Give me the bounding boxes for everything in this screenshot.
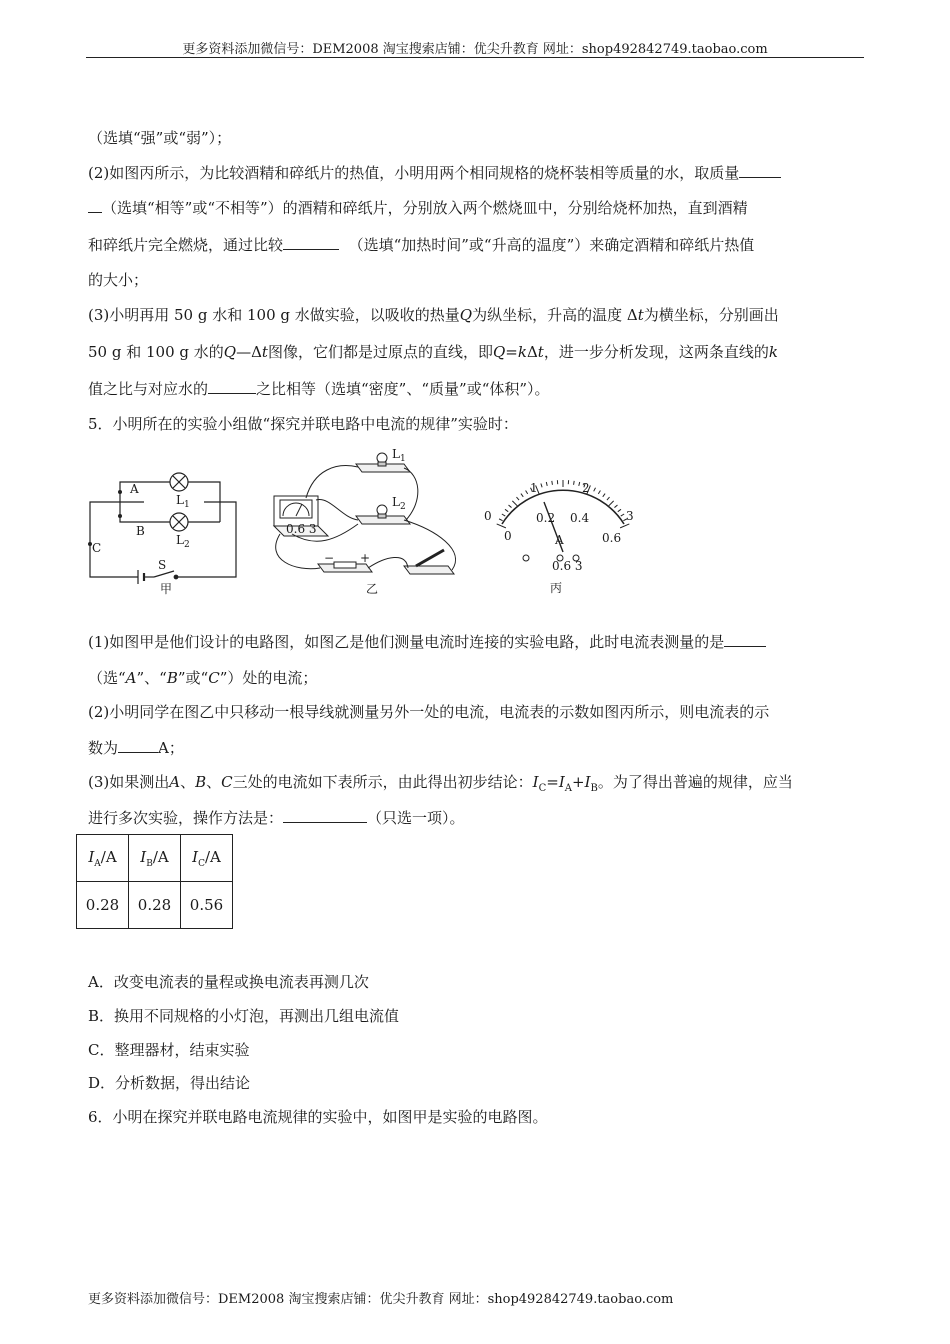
- text-span: (3)如果测出: [88, 773, 170, 791]
- terminal-labels: 0.6 3: [552, 559, 583, 573]
- dial-tick: [607, 497, 610, 500]
- dial-tick: [497, 524, 506, 528]
- dial-tick: [509, 505, 512, 508]
- table-header-row: [77, 835, 233, 882]
- table-row: [77, 882, 233, 929]
- page-footer: 更多资料添加微信号：DEM2008 淘宝搜索店铺：优尖升教育 网址：shop492842749.taobao.com: [88, 1292, 674, 1307]
- wire: [368, 557, 408, 568]
- dial-tick: [505, 509, 508, 511]
- text-span: 值之比与对应水的: [88, 380, 209, 398]
- bottom-tick-label: 0: [504, 529, 512, 543]
- wire: [306, 466, 358, 498]
- unit-label: A: [555, 533, 564, 547]
- dial-tick: [546, 482, 547, 486]
- text-line: [88, 198, 748, 218]
- text-span: (1)如图甲是他们设计的电路图，如图乙是他们测量电流时连接的实验电路，此时电流表测量的是: [88, 633, 725, 651]
- text-span: 、: [180, 773, 196, 791]
- dial-tick: [512, 501, 517, 506]
- var-a: A: [125, 669, 137, 687]
- option-c: C．整理器材，结束实验: [88, 1041, 250, 1059]
- point-b: [118, 514, 122, 518]
- text-span: (2)如图丙所示，为比较酒精和碎纸片的热值，小明用两个相同规格的烧杯装相等质量的水，取质量: [88, 164, 740, 182]
- text-span: （只选一项）。: [367, 809, 465, 827]
- label-l2: [176, 533, 190, 550]
- dial-tick: [603, 494, 605, 497]
- dial-tick: [541, 483, 542, 487]
- unit: /A: [204, 847, 221, 866]
- wire: [120, 482, 170, 502]
- answer-blank[interactable]: [118, 738, 158, 753]
- option-d: D．分析数据，得出结论: [88, 1074, 251, 1092]
- l2-letter: L: [176, 533, 184, 547]
- var-b: B: [166, 669, 178, 687]
- text-span: ”、“: [136, 669, 167, 687]
- battery-cell: [334, 562, 356, 568]
- l2-letter: L: [392, 495, 400, 509]
- l1-sub: 1: [399, 454, 406, 464]
- label-c: C: [92, 541, 102, 555]
- wire: [120, 502, 170, 522]
- option-b: B．换用不同规格的小灯泡，再测出几组电流值: [88, 1007, 400, 1025]
- top-tick-label: 0: [484, 509, 492, 523]
- wire: [404, 468, 418, 520]
- caption-jia: 甲: [160, 582, 173, 596]
- text-span: 为纵坐标，升高的温度 Δ: [472, 306, 638, 324]
- caption-yi: 乙: [366, 582, 379, 596]
- dial-tick: [614, 505, 617, 508]
- top-tick-label: 3: [626, 509, 634, 523]
- var-k: k: [517, 343, 527, 361]
- text-line: [88, 379, 550, 399]
- text-line: [88, 808, 465, 828]
- text-span: （选填“加热时间”或“升高的温度”）来确定酒精和碎纸片热值: [348, 236, 755, 254]
- var-q: Q: [492, 343, 506, 361]
- switch-lever: [416, 550, 444, 566]
- terminal-neg: [523, 555, 529, 561]
- text-line: [88, 342, 778, 362]
- text-line: [88, 235, 754, 255]
- battery-plus: +: [360, 551, 371, 565]
- subscript: A: [94, 858, 101, 869]
- var-i: I: [88, 847, 95, 866]
- figure-jia-circuit: [84, 440, 244, 600]
- l2-sub: 2: [399, 502, 406, 512]
- dial-tick: [609, 501, 614, 506]
- text-line: (2)小明同学在图乙中只移动一根导线就测量另外一处的电流，电流表的示数如图丙所示，则电流表的示: [88, 703, 770, 721]
- text-span: ”或“: [177, 669, 209, 687]
- text-span: （选“: [88, 669, 126, 687]
- bottom-tick-label: 0.4: [570, 511, 590, 525]
- question-5-title: 5．小明所在的实验小组做“探究并联电路中电流的规律”实验时：: [88, 415, 518, 433]
- text-span: 数为: [88, 739, 119, 757]
- wire: [316, 500, 358, 520]
- dial-tick: [621, 514, 624, 516]
- var-t: t: [537, 343, 544, 361]
- header-rule: [86, 57, 864, 58]
- answer-blank[interactable]: [724, 632, 766, 647]
- dial-tick: [594, 488, 596, 492]
- text-span: +: [572, 773, 585, 791]
- text-span: Δ: [526, 343, 538, 361]
- text-span: （选填“相等”或“不相等”）的酒精和碎纸片，分别放入两个燃烧皿中，分别给烧杯加热，直到酒精: [102, 199, 748, 217]
- text-span: 和碎纸片完全燃烧，通过比较: [88, 236, 284, 254]
- subscript: B: [590, 783, 598, 794]
- caption-bing: 丙: [550, 581, 563, 595]
- text-span: 之比相等（选填“密度”、“质量”或“体积”）。: [256, 380, 550, 398]
- dial-tick: [526, 490, 528, 493]
- dial-tick: [499, 519, 503, 521]
- text-line: [88, 163, 781, 183]
- text-span: (3)小明再用 50 g 水和 100 g 水做实验，以吸收的热量: [88, 306, 460, 324]
- var-b: B: [195, 773, 207, 791]
- page-header: 更多资料添加微信号：DEM2008 淘宝搜索店铺：优尖升教育 网址：shop492842749.taobao.com: [182, 42, 768, 57]
- table-cell: 0.28: [129, 882, 181, 929]
- var-q: Q: [223, 343, 237, 361]
- label-a: A: [130, 482, 139, 496]
- text-span: ”）处的电流；: [219, 669, 318, 687]
- answer-blank[interactable]: [283, 808, 367, 823]
- unit: /A: [152, 847, 169, 866]
- table-header-cell: [181, 835, 233, 882]
- point-a: [118, 490, 122, 494]
- l2-sub: 2: [183, 540, 190, 550]
- var-a: A: [169, 773, 181, 791]
- switch-base: [404, 566, 454, 574]
- var-q: Q: [459, 306, 473, 324]
- text-span: 进行多次实验，操作方法是：: [88, 809, 284, 827]
- answer-blank[interactable]: [283, 235, 339, 250]
- l1-sub: 1: [183, 500, 190, 510]
- dial-tick: [620, 524, 629, 528]
- var-i: I: [584, 773, 591, 791]
- top-tick-label: 2: [582, 481, 590, 495]
- figure-yi-apparatus: [256, 440, 468, 600]
- dial-tick: [579, 482, 580, 486]
- text-span: =: [546, 773, 559, 791]
- text-span: 为横坐标，分别画出: [643, 306, 779, 324]
- label-l1: [176, 493, 190, 510]
- top-tick-label: 1: [530, 481, 538, 495]
- subscript: B: [146, 858, 153, 869]
- label-l1: [392, 447, 406, 464]
- table-header-cell: [77, 835, 129, 882]
- battery-minus: −: [324, 551, 335, 565]
- bottom-tick-label: 0.6: [602, 531, 622, 545]
- dial-arc: [502, 490, 624, 524]
- table-header-cell: [129, 835, 181, 882]
- var-c: C: [208, 669, 220, 687]
- wire: [90, 502, 144, 577]
- var-t: t: [637, 306, 644, 324]
- var-i: I: [140, 847, 147, 866]
- answer-blank[interactable]: [208, 379, 256, 394]
- dial-tick: [521, 494, 523, 497]
- text-span: —Δ: [236, 343, 262, 361]
- var-t: t: [261, 343, 268, 361]
- option-a: A．改变电流表的量程或换电流表再测几次: [88, 973, 369, 991]
- l1-letter: L: [392, 447, 400, 461]
- dial-tick: [598, 490, 600, 493]
- table-cell: 0.56: [181, 882, 233, 929]
- current-table: [76, 834, 233, 929]
- l1-letter: L: [176, 493, 184, 507]
- subscript: C: [538, 783, 547, 794]
- subscript: C: [198, 858, 205, 869]
- text-span: 。为了得出普遍的规律，应当: [597, 773, 793, 791]
- dial-tick: [574, 481, 575, 485]
- text-span: 50 g 和 100 g 水的: [88, 343, 224, 361]
- text-line: [88, 738, 184, 758]
- text-line: [88, 632, 766, 652]
- text-line: [88, 305, 779, 325]
- var-k: k: [768, 343, 778, 361]
- text-span: ，进一步分析发现，这两条直线的: [543, 343, 769, 361]
- dial-tick: [618, 509, 621, 511]
- text-span: 三处的电流如下表所示，由此得出初步结论：: [232, 773, 533, 791]
- dial-tick: [552, 481, 553, 485]
- text-span: 、: [206, 773, 222, 791]
- text-span: 图像，它们都是过原点的直线，即: [267, 343, 493, 361]
- text-line: [88, 772, 793, 799]
- text-line: （选填“强”或“弱”）；: [88, 129, 232, 147]
- var-i: I: [532, 773, 539, 791]
- label-l2: [392, 495, 406, 512]
- subscript: A: [564, 783, 572, 794]
- dial-tick: [502, 514, 505, 516]
- var-i: I: [192, 847, 199, 866]
- figure-bing-ammeter: [478, 440, 648, 600]
- text-span: =: [505, 343, 518, 361]
- dial-tick: [516, 497, 519, 500]
- label-s: S: [158, 558, 167, 572]
- bottom-tick-label: 0.2: [536, 511, 556, 525]
- text-span: A；: [158, 739, 184, 757]
- table-cell: 0.28: [77, 882, 129, 929]
- unit: /A: [100, 847, 117, 866]
- question-6-title: 6．小明在探究并联电路电流规律的实验中，如图甲是实验的电路图。: [88, 1108, 548, 1126]
- text-line: [88, 668, 317, 688]
- answer-blank[interactable]: [739, 163, 781, 178]
- var-c: C: [221, 773, 233, 791]
- wire: [404, 520, 456, 570]
- text-line: 的大小；: [88, 271, 149, 289]
- label-b: B: [136, 524, 145, 538]
- wire: [276, 534, 320, 569]
- ammeter-scale: 0.6 3: [286, 522, 317, 536]
- var-i: I: [558, 773, 565, 791]
- answer-blank[interactable]: [88, 198, 102, 213]
